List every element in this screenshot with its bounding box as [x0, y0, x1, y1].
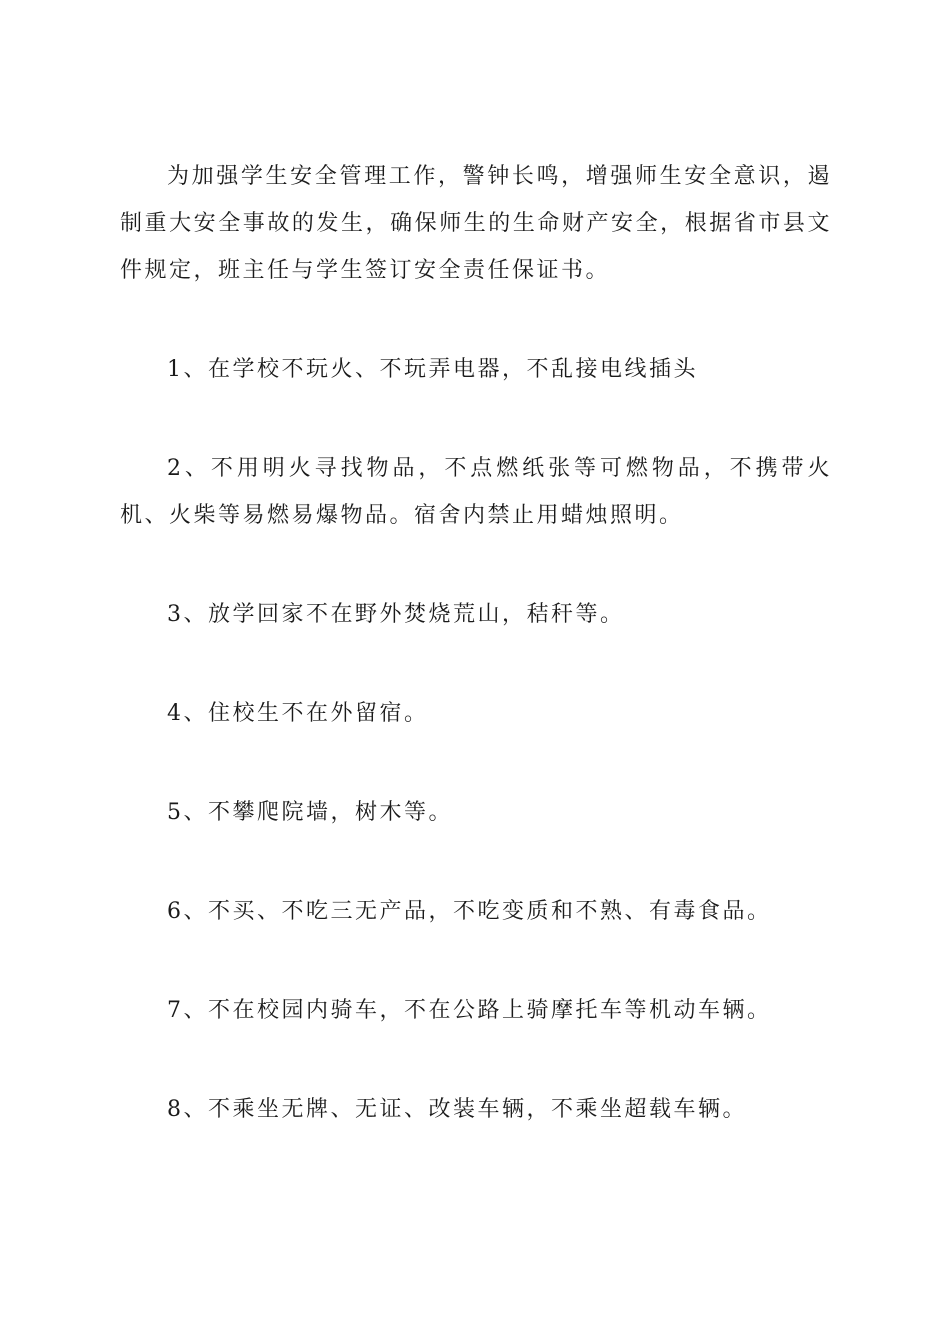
- rule-item-2: 2、不用明火寻找物品，不点燃纸张等可燃物品，不携带火机、火柴等易燃易爆物品。宿舍内禁止用蜡烛照明。: [120, 456, 832, 528]
- rule-item-5: 5、不攀爬院墙，树木等。: [167, 800, 453, 825]
- rule-item-7: 7、不在校园内骑车，不在公路上骑摩托车等机动车辆。: [167, 998, 772, 1023]
- rule-item-1: 1、在学校不玩火、不玩弄电器，不乱接电线插头: [167, 357, 698, 382]
- document-body: [120, 153, 832, 1185]
- rule-item-8: 8、不乘坐无牌、无证、改装车辆，不乘坐超载车辆。: [167, 1097, 747, 1122]
- rule-item-4: 4、住校生不在外留宿。: [167, 701, 429, 726]
- intro-paragraph: 为加强学生安全管理工作，警钟长鸣，增强师生安全意识，遏制重大安全事故的发生，确保师生的生命财产安全，根据省市县文件规定，班主任与学生签订安全责任保证书。: [120, 164, 832, 283]
- rule-item-6: 6、不买、不吃三无产品，不吃变质和不熟、有毒食品。: [167, 899, 772, 924]
- rule-item-3: 3、放学回家不在野外焚烧荒山，秸秆等。: [167, 602, 625, 627]
